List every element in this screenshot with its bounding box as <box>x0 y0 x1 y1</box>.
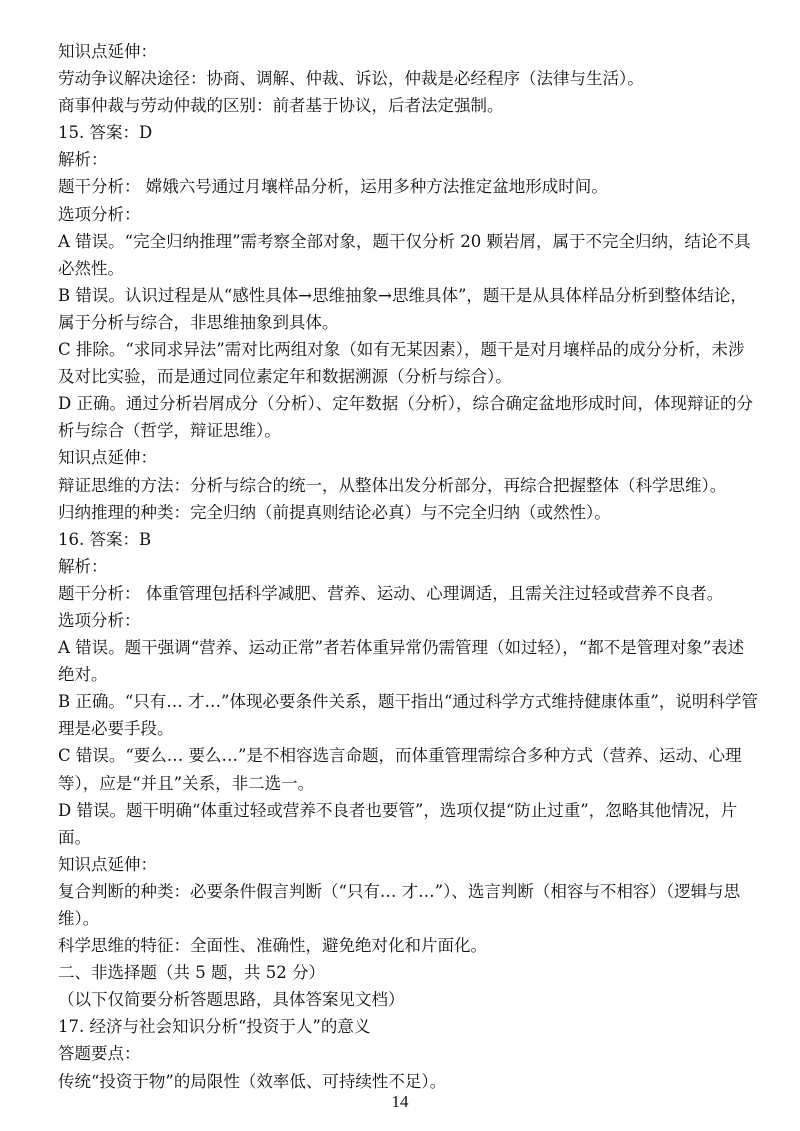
text-line: 答题要点： <box>58 1044 141 1064</box>
text-line: 辩证思维的方法：分析与综合的统一，从整体出发分析部分，再综合把握整体（科学思维）。 <box>58 475 727 495</box>
option-analysis: B 正确。“只有… 才…”体现必要条件关系，题干指出“通过科学方式维持健康体重”，说明科学管理是必要手段。 <box>58 692 758 739</box>
option-analysis: C 错误。“要么… 要么…”是不相容选言命题，而体重管理需综合多种方式（营养、运动、心理等），应是“并且”关系，非二选一。 <box>58 746 742 793</box>
option-analysis: A 错误。“完全归纳推理”需考察全部对象，题干仅分析 20 颗岩屑，属于不完全归纳，结论不具必然性。 <box>58 231 751 278</box>
option-analysis: D 错误。题干明确“体重过轻或营养不良者也要管”，选项仅提“防止过重”，忽略其他情况，片面。 <box>58 800 738 847</box>
answer-heading: 16. 答案：B <box>58 529 152 549</box>
text-line: 选项分析： <box>58 204 141 224</box>
answer-heading: 15. 答案：D <box>58 123 153 143</box>
text-line: 知识点延伸： <box>58 448 157 468</box>
text-line: （以下仅简要分析答题思路，具体答案见文档） <box>58 990 405 1010</box>
text-line: 解析： <box>58 150 108 170</box>
option-analysis: D 正确。通过分析岩屑成分（分析）、定年数据（分析），综合确定盆地形成时间，体现辩证的分析与综合（哲学，辩证思维）。 <box>58 394 753 441</box>
option-analysis: A 错误。题干强调“营养、运动正常”者若体重异常仍需管理（如过轻），“都不是管理对象”表述绝对。 <box>58 638 745 685</box>
text-line: 传统“投资于物”的局限性（效率低、可持续性不足）。 <box>58 1071 447 1091</box>
text-line: 科学思维的特征：全面性、准确性，避免绝对化和片面化。 <box>58 936 487 956</box>
text-line: 知识点延伸： <box>58 42 157 61</box>
text-line: 题干分析： 体重管理包括科学减肥、营养、运动、心理调适，且需关注过轻或营养不良者。 <box>58 583 724 603</box>
page-number: 14 <box>391 1092 409 1111</box>
text-line: 知识点延伸： <box>58 854 157 874</box>
text-line: 商事仲裁与劳动仲裁的区别：前者基于协议，后者法定强制。 <box>58 96 504 116</box>
text-line: 选项分析： <box>58 610 141 630</box>
option-analysis: B 错误。认识过程是从“感性具体→思维抽象→思维具体”，题干是从具体样品分析到整体结论，属于分析与综合，非思维抽象到具体。 <box>58 285 747 332</box>
text-line: 题干分析： 嫦娥六号通过月壤样品分析，运用多种方法推定盆地形成时间。 <box>58 177 608 197</box>
page-content <box>58 38 758 1095</box>
text-line: 归纳推理的种类：完全归纳（前提真则结论必真）与不完全归纳（或然性）。 <box>58 502 611 522</box>
question-heading: 17. 经济与社会知识分析“投资于人”的意义 <box>58 1017 371 1037</box>
text-line: 复合判断的种类：必要条件假言判断（“只有… 才…”）、选言判断（相容与不相容）（逻辑与思维）。 <box>58 881 741 928</box>
option-analysis: C 排除。“求同求异法”需对比两组对象（如有无某因素），题干是对月壤样品的成分分析，未涉及对比实验，而是通过同位素定年和数据溯源（分析与综合）。 <box>58 340 745 387</box>
text-line: 解析： <box>58 556 108 576</box>
text-line: 劳动争议解决途径：协商、调解、仲裁、诉讼，仲裁是必经程序（法律与生活）。 <box>58 69 644 89</box>
section-heading: 二、非选择题（共 5 题，共 52 分） <box>58 963 325 983</box>
